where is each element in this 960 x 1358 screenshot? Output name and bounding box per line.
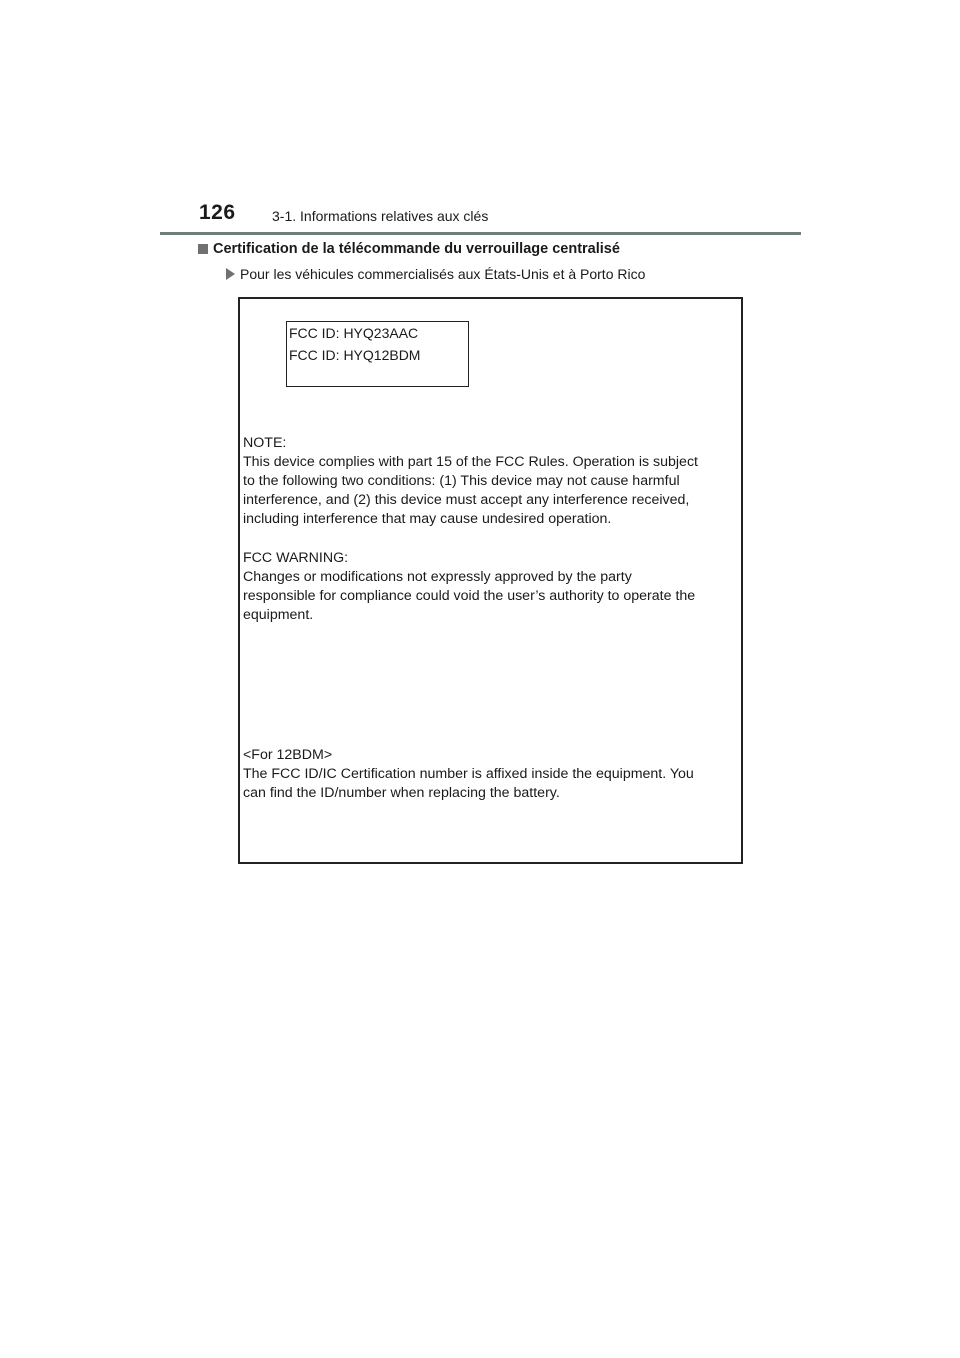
fcc-id-line: FCC ID: HYQ23AAC — [289, 325, 419, 341]
for-12bdm-block — [243, 746, 694, 803]
note-line: including interference that may cause undesired operation. — [243, 511, 612, 527]
section-heading — [198, 241, 620, 257]
section-heading-text: Certification de la télécommande du verrouillage centralisé — [213, 241, 620, 257]
warning-title: FCC WARNING: — [243, 550, 349, 566]
subheading — [226, 266, 645, 282]
warning-block — [243, 549, 695, 625]
fcc-id-box — [286, 321, 469, 387]
note-line: This device complies with part 15 of the FCC Rules. Operation is subject — [243, 454, 698, 470]
for-line: The FCC ID/IC Certification number is affixed inside the equipment. You — [243, 766, 694, 782]
square-icon — [198, 244, 208, 254]
warning-line: Changes or modifications not expressly approved by the party — [243, 569, 632, 585]
note-line: to the following two conditions: (1) This device may not cause harmful — [243, 473, 680, 489]
section-title: 3-1. Informations relatives aux clés — [272, 208, 489, 224]
note-block — [243, 434, 698, 529]
warning-line: responsible for compliance could void the user’s authority to operate the — [243, 588, 696, 604]
for-title: <For 12BDM> — [243, 747, 333, 763]
note-line: interference, and (2) this device must accept any interference received, — [243, 492, 690, 508]
fcc-label-frame — [238, 297, 743, 864]
header-rule — [160, 232, 801, 235]
for-line: can find the ID/number when replacing the battery. — [243, 785, 560, 801]
page-number: 126 — [199, 201, 236, 224]
subheading-text: Pour les véhicules commercialisés aux États-Unis et à Porto Rico — [240, 266, 646, 282]
triangle-right-icon — [226, 268, 235, 280]
fcc-id-line: FCC ID: HYQ12BDM — [289, 347, 421, 363]
warning-line: equipment. — [243, 607, 314, 623]
note-title: NOTE: — [243, 435, 287, 451]
